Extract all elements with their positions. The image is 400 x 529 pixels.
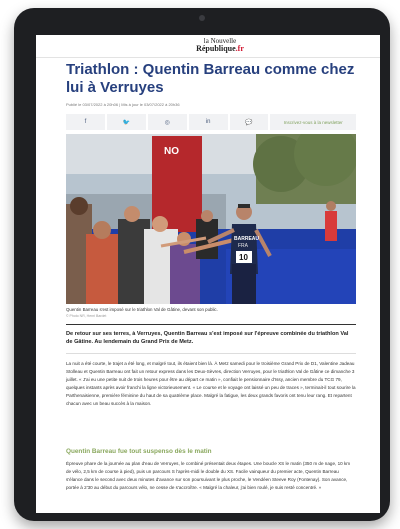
article-headline: Triathlon : Quentin Barreau comme chez lui à Verruyes (66, 61, 355, 96)
article-lead: De retour sur ses terres, à Verruyes, Quentin Barreau s'est imposé sur l'épreuve combinée du triathlon Val de Gâtine. Au lendemain du Grand Prix de Metz. (66, 331, 349, 345)
front-camera (199, 15, 205, 21)
bib-name: BARREAU (234, 236, 259, 242)
linkedin-share-button[interactable] (189, 114, 228, 130)
tablet-frame (14, 8, 390, 521)
bib-country: FRA (238, 243, 248, 249)
instagram-share-button[interactable] (148, 114, 187, 130)
facebook-icon: f (84, 119, 87, 125)
photo-credit: © Photo NR, Henri Bardet (66, 314, 107, 318)
article-photo (66, 134, 356, 304)
bib-number: 10 (239, 253, 248, 262)
logo-name: République.fr (196, 44, 244, 53)
share-bar (66, 114, 356, 130)
newsletter-signup-button[interactable] (270, 114, 356, 130)
section-divider (66, 324, 356, 325)
twitter-icon: 🐦 (122, 119, 131, 126)
article-paragraph-1: La nuit a été courte, le trajet a été long, et malgré tout, ils étaient bien là. À Metz samedi pour le troisième Grand Prix de D1, Valentine Jadeau Stolleau et Quentin Barreau ont fait un retour express dans les Deux-Sèvres, direction Verruyes, pour le triathlon Val de Gâtine ce dimanche 3 juillet. « J'ai eu une petite nuit de trois heures pour être au départ ce matin », confiait le pensionnaire d'Issy, ancien membre du TCG 79, quelques instants après avoir franchi la ligne victorieusement. « Le course et le voyage ont laissé un peu de traces », terminait-il tout sourire la Parthenaisienne, première féminine du haut de sa quatrième place. Malgré la fatigue, les deux grands favoris ont tenu leur rang. Et repartent chacun avec un beau succès à la maison. (66, 361, 356, 406)
site-logo[interactable] (190, 38, 250, 53)
newsletter-label: Inscrivez-vous à la newsletter (283, 119, 343, 125)
twitter-share-button[interactable] (107, 114, 146, 130)
banner-text: NO (164, 146, 179, 157)
logo-top-line: la Nouvelle (203, 37, 237, 45)
masthead (36, 35, 380, 58)
photo-caption: Quentin Barreau s'est imposé sur le triathlon Val de Gâtine, devant son public. (66, 307, 218, 312)
publish-dateline: Publié le 03/07/2022 à 20h06 | Mis à jour le 03/07/2022 à 20h36 (66, 102, 180, 107)
article-page (36, 35, 380, 513)
article-paragraph-2: Épreuve phare de la journée au plan d'eau de Verruyes, le combiné présentait deux étapes. Une boucle XS le matin (350 m de nage, 10 km de vélo, 2,5 km de course à pied), puis un parcours S l'après-midi le double du XS. Facile vainqueur du premier acte, Quentin Barreau s'élance dans le second avec deux minutes d'avance sur son poursuivant le plus proche, le Vendéen Steeve Roy (Fontenay). Son avance, portée à 2'30 au début du parcours vélo, ne cesse de s'accroître. « Malgré la chaleur, j'ai bien roulé, je suis resté concentré. » (66, 461, 351, 490)
comment-icon: 💬 (245, 119, 253, 126)
comment-button[interactable] (230, 114, 269, 130)
facebook-share-button[interactable] (66, 114, 105, 130)
linkedin-icon: in (205, 119, 211, 125)
instagram-icon: ◎ (164, 119, 170, 126)
lead-divider (66, 353, 356, 354)
article-subheading: Quentin Barreau fue tout suspenso dès le matin (66, 448, 212, 455)
